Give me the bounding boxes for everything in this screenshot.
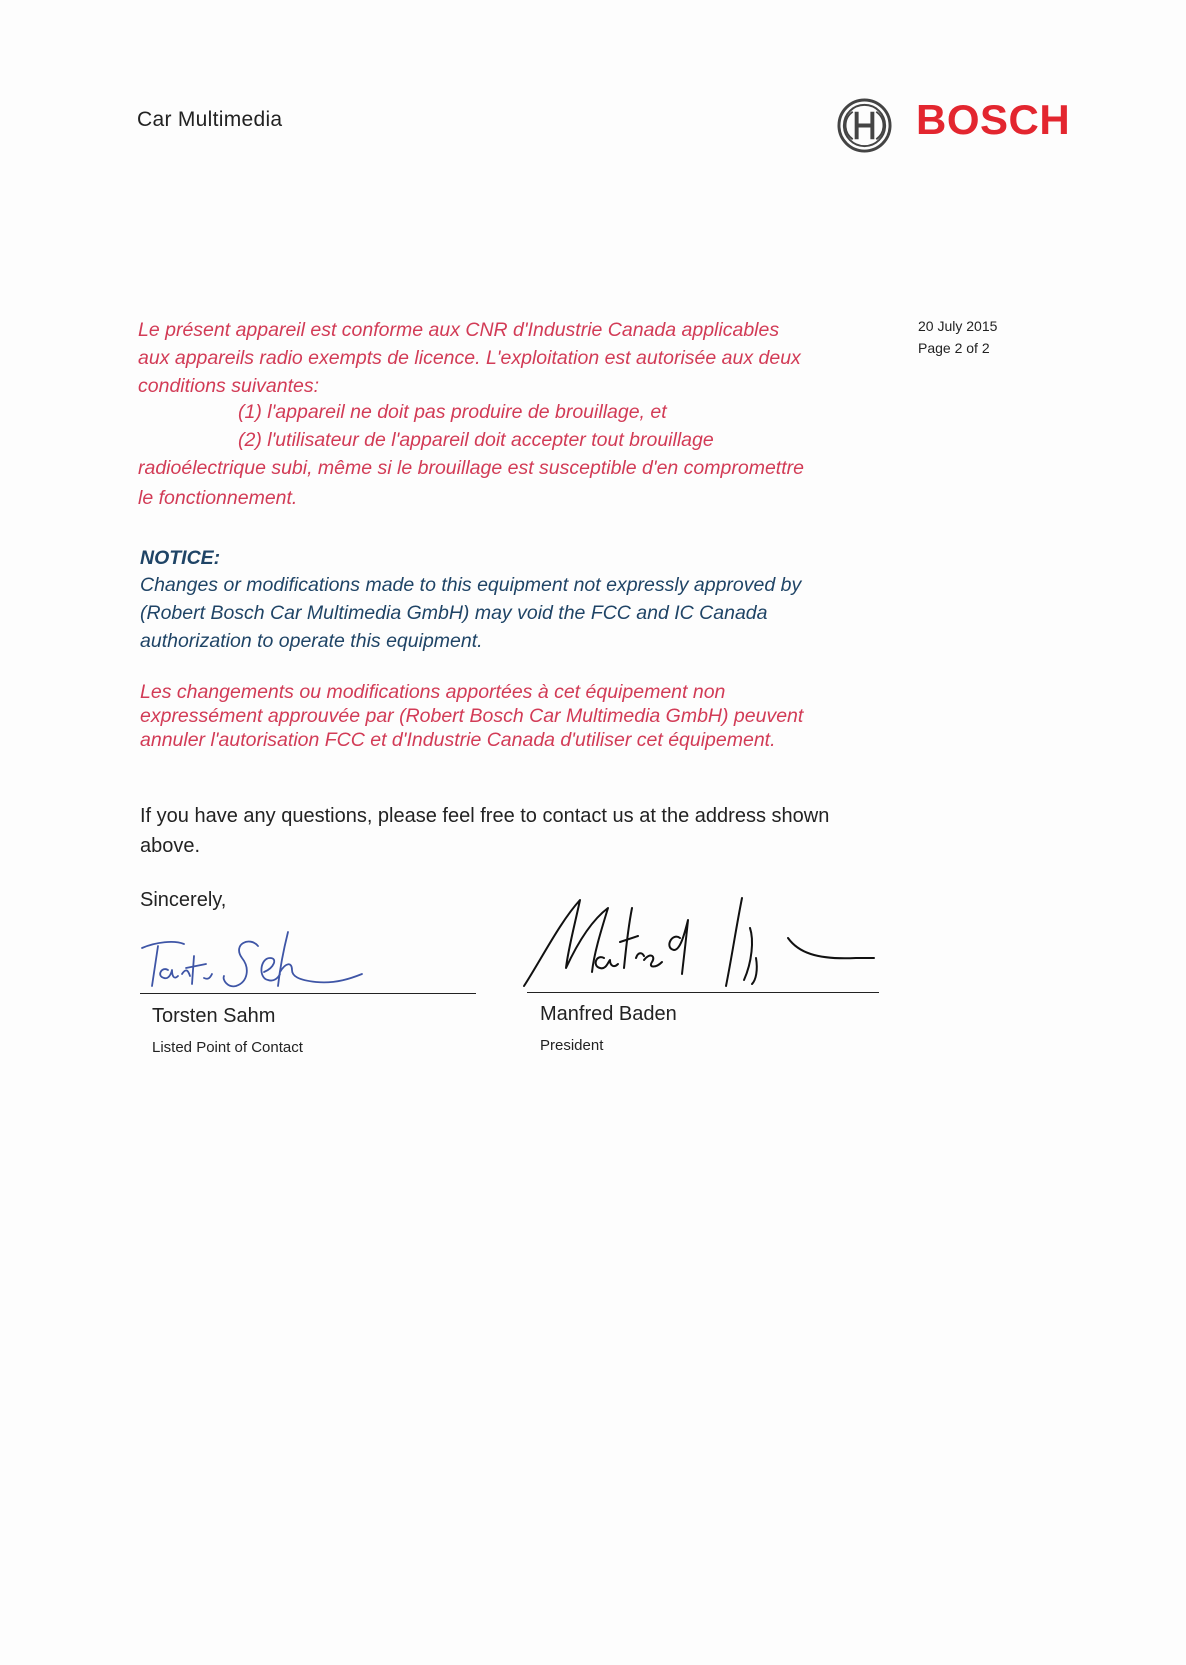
closing-line: If you have any questions, please feel free to contact us at the address shown bbox=[140, 805, 830, 827]
french-changes-line: Les changements ou modifications apportées à cet équipement non bbox=[140, 681, 726, 703]
salutation: Sincerely, bbox=[140, 889, 227, 911]
notice-line: (Robert Bosch Car Multimedia GmbH) may void the FCC and IC Canada bbox=[140, 602, 768, 624]
signatory-name: Torsten Sahm bbox=[152, 1005, 276, 1027]
signatory-title: Listed Point of Contact bbox=[152, 1039, 303, 1056]
signature-torsten-sahm bbox=[138, 928, 368, 998]
signature-manfred-baden bbox=[520, 888, 880, 993]
department-name: Car Multimedia bbox=[137, 108, 283, 131]
french-notice-line: aux appareils radio exempts de licence. L'exploitation est autorisée aux deux bbox=[138, 347, 801, 369]
notice-heading: NOTICE: bbox=[140, 547, 221, 569]
french-notice-item: (2) l'utilisateur de l'appareil doit accepter tout brouillage bbox=[238, 429, 714, 451]
french-notice-line: Le présent appareil est conforme aux CNR d'Industrie Canada applicables bbox=[138, 319, 780, 341]
closing-line: above. bbox=[140, 835, 201, 857]
notice-line: Changes or modifications made to this equipment not expressly approved by bbox=[140, 574, 802, 596]
signatory-name: Manfred Baden bbox=[540, 1003, 677, 1025]
french-notice-line: conditions suivantes: bbox=[138, 375, 320, 397]
french-notice-line: radioélectrique subi, même si le brouillage est susceptible d'en compromettre bbox=[138, 457, 804, 479]
french-notice-item: (1) l'appareil ne doit pas produire de brouillage, et bbox=[238, 401, 667, 423]
page-number: Page 2 of 2 bbox=[918, 340, 990, 356]
signature-line bbox=[527, 992, 879, 993]
french-changes-line: expressément approuvée par (Robert Bosch Car Multimedia GmbH) peuvent bbox=[140, 705, 804, 727]
french-notice-line: le fonctionnement. bbox=[138, 487, 298, 509]
bosch-wordmark: BOSCH bbox=[916, 96, 1071, 143]
letter-date: 20 July 2015 bbox=[918, 318, 998, 334]
notice-line: authorization to operate this equipment. bbox=[140, 630, 483, 652]
signature-line bbox=[140, 993, 476, 994]
bosch-armature-logo-icon bbox=[837, 98, 892, 153]
french-changes-line: annuler l'autorisation FCC et d'Industrie Canada d'utiliser cet équipement. bbox=[140, 729, 776, 751]
signatory-title: President bbox=[540, 1037, 604, 1054]
